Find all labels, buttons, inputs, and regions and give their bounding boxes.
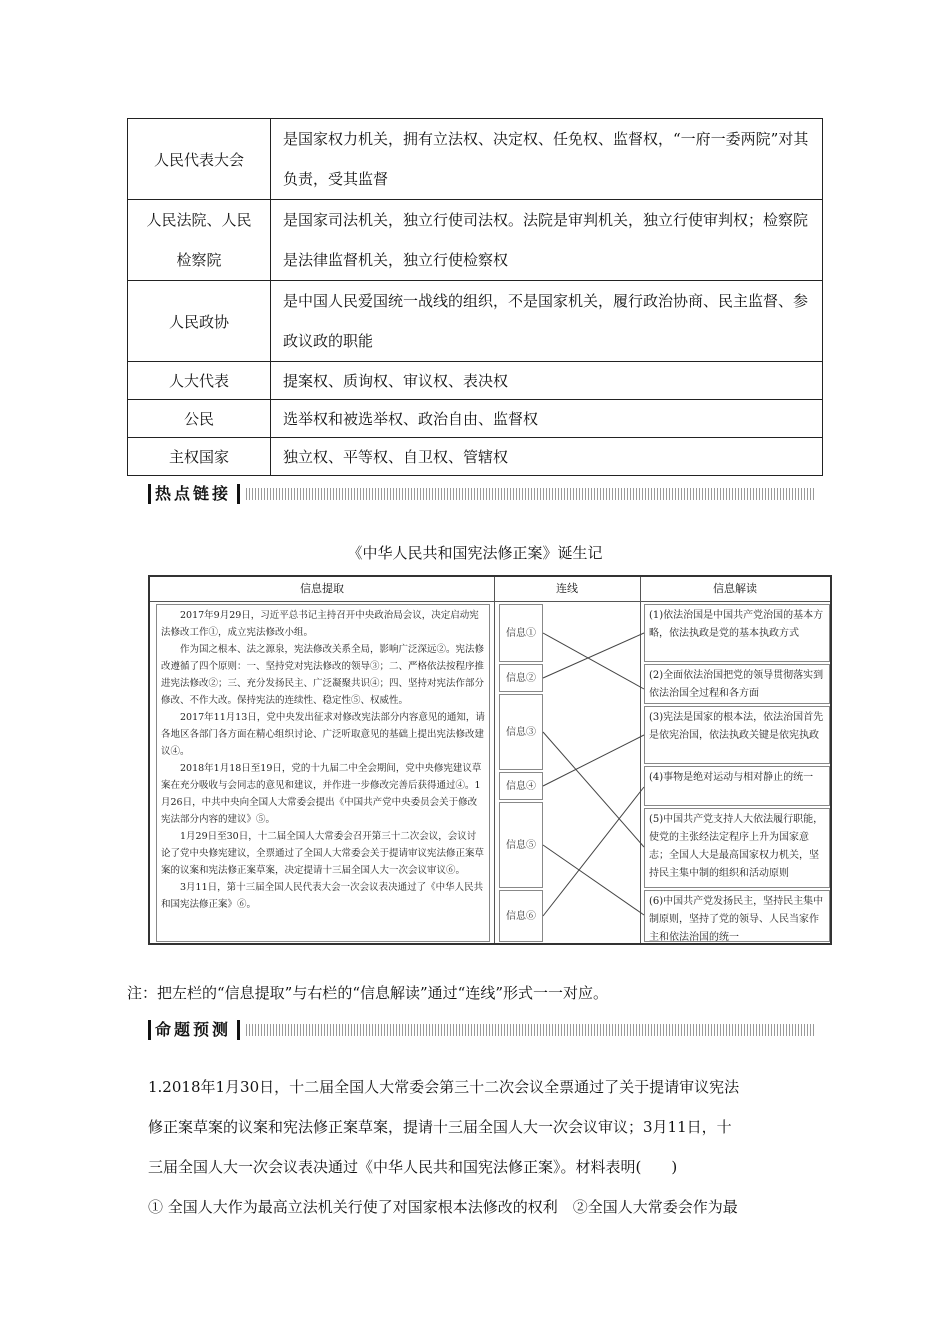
header-info-extract: 信息提取 <box>150 577 494 602</box>
info-tag: 信息⑤ <box>499 802 543 888</box>
table-row <box>128 400 823 438</box>
table-row <box>128 362 823 400</box>
table-key: 人民政协 <box>128 281 271 362</box>
info-tag: 信息④ <box>499 772 543 800</box>
paragraph: 2018年1月18日至19日，党的十九届二中全会期间，党中央修宪建议草案在充分吸收与会同志的意见和建议，并作进一步修改完善后获得通过④。1月26日，中共中央向全国人大常委会提出《中国共产党中央委员会关于修改宪法部分内容的建议》⑤。 <box>161 763 482 825</box>
note: 注：把左栏的“信息提取”与右栏的“信息解读”通过“连线”形式一一对应。 <box>127 984 609 1002</box>
question-line: 1.2018年1月30日，十二届全国人大常委会第三十二次会议全票通过了关于提请审议宪法 <box>148 1078 740 1096</box>
paragraph: 2017年11月13日，党中央发出征求对修改宪法部分内容意见的通知，请各地区各部门各方面在精心组织讨论、广泛听取意见的基础上提出宪法修改建议④。 <box>161 712 485 757</box>
interpretation: (3)宪法是国家的根本法，依法治国首先是依宪治国，依法执政关键是依宪执政 <box>644 706 830 764</box>
dotted-rule <box>246 1024 814 1036</box>
paragraph: 2017年9月29日，习近平总书记主持召开中央政治局会议，决定启动宪法修改工作①，成立宪法修改小组。 <box>161 610 479 638</box>
table-key: 人民法院、人民检察院 <box>128 200 271 281</box>
link-line <box>543 633 644 689</box>
link-line <box>543 787 644 916</box>
article-title: 《中华人民共和国宪法修正案》诞生记 <box>347 544 603 562</box>
table-key: 人民代表大会 <box>128 119 271 200</box>
interpretation: (1)依法治国是中国共产党治国的基本方略，依法执政是党的基本执政方式 <box>644 604 830 662</box>
table-value: 选举权和被选举权、政治自由、监督权 <box>271 400 823 438</box>
question-line: ① 全国人大作为最高立法机关行使了对国家根本法修改的权利 ②全国人大常委会作为最 <box>148 1198 738 1216</box>
table-value: 是国家权力机关，拥有立法权、决定权、任免权、监督权，“一府一委两院”对其负责，受其监督 <box>271 119 823 200</box>
paragraph: 3月11日，第十三届全国人民代表大会一次会议表决通过了《中华人民共和国宪法修正案》⑥。 <box>161 882 484 910</box>
table-row <box>128 281 823 362</box>
table-key: 人大代表 <box>128 362 271 400</box>
info-matching-table <box>148 575 832 945</box>
link-line <box>543 732 644 847</box>
interpretation: (6)中国共产党发扬民主，坚持民主集中制原则，坚持了党的领导、人民当家作主和依法治国的统一 <box>644 890 830 942</box>
section-header-prediction <box>148 1020 814 1040</box>
table-row <box>128 438 823 476</box>
header-link: 连线 <box>494 577 640 602</box>
table-value: 是国家司法机关，独立行使司法权。法院是审判机关，独立行使审判权；检察院是法律监督机关，独立行使检察权 <box>271 200 823 281</box>
interpretation: (2)全面依法治国把党的领导贯彻落实到依法治国全过程和各方面 <box>644 664 830 704</box>
interpretation: (4)事物是绝对运动与相对静止的统一 <box>644 766 830 806</box>
table-value: 提案权、质询权、审议权、表决权 <box>271 362 823 400</box>
institutions-table <box>127 118 823 476</box>
table-value: 独立权、平等权、自卫权、管辖权 <box>271 438 823 476</box>
question-line: 修正案草案的议案和宪法修正案草案，提请十三届全国人大一次会议审议；3月11日，十 <box>148 1118 732 1136</box>
link-line <box>543 845 644 915</box>
connection-lines <box>150 577 830 943</box>
info-tag: 信息③ <box>499 694 543 770</box>
header-info-interpret: 信息解读 <box>640 577 830 602</box>
info-tag: 信息⑥ <box>499 890 543 942</box>
paragraph: 1月29日至30日，十二届全国人大常委会召开第三十二次会议，会议讨论了党中央修宪建议，全票通过了全国人大常委会关于提请审议宪法修正案草案的议案和宪法修正案草案，决定提请十三届全国人大一次会议审议⑥。 <box>161 831 485 876</box>
table-key: 公民 <box>128 400 271 438</box>
section-label: 热点链接 <box>148 484 240 504</box>
section-label: 命题预测 <box>148 1020 240 1040</box>
link-line <box>543 633 644 678</box>
table-row <box>128 119 823 200</box>
table-row <box>128 200 823 281</box>
dotted-rule <box>246 488 814 500</box>
info-tag: 信息① <box>499 604 543 662</box>
interpretation: (5)中国共产党支持人大依法履行职能，使党的主张经法定程序上升为国家意志；全国人大是最高国家权力机关，坚持民主集中制的组织和活动原则 <box>644 808 830 888</box>
table-value: 是中国人民爱国统一战线的组织，不是国家机关，履行政治协商、民主监督、参政议政的职能 <box>271 281 823 362</box>
question-line: 三届全国人大一次会议表决通过《中华人民共和国宪法修正案》。材料表明( ) <box>148 1158 678 1176</box>
link-line <box>543 735 644 786</box>
paragraph: 作为国之根本、法之源泉，宪法修改关系全局，影响广泛深远②。宪法修改遵循了四个原则：一、坚持党对宪法修改的领导③；二、严格依法按程序推进宪法修改②；三、充分发扬民主、广泛凝聚共识④；四、坚持对宪法作部分修改、不作大改。保持宪法的连续性、稳定性⑤、权威性。 <box>161 644 485 706</box>
section-header-hotspot <box>148 484 814 504</box>
info-tag: 信息② <box>499 664 543 692</box>
table-key: 主权国家 <box>128 438 271 476</box>
